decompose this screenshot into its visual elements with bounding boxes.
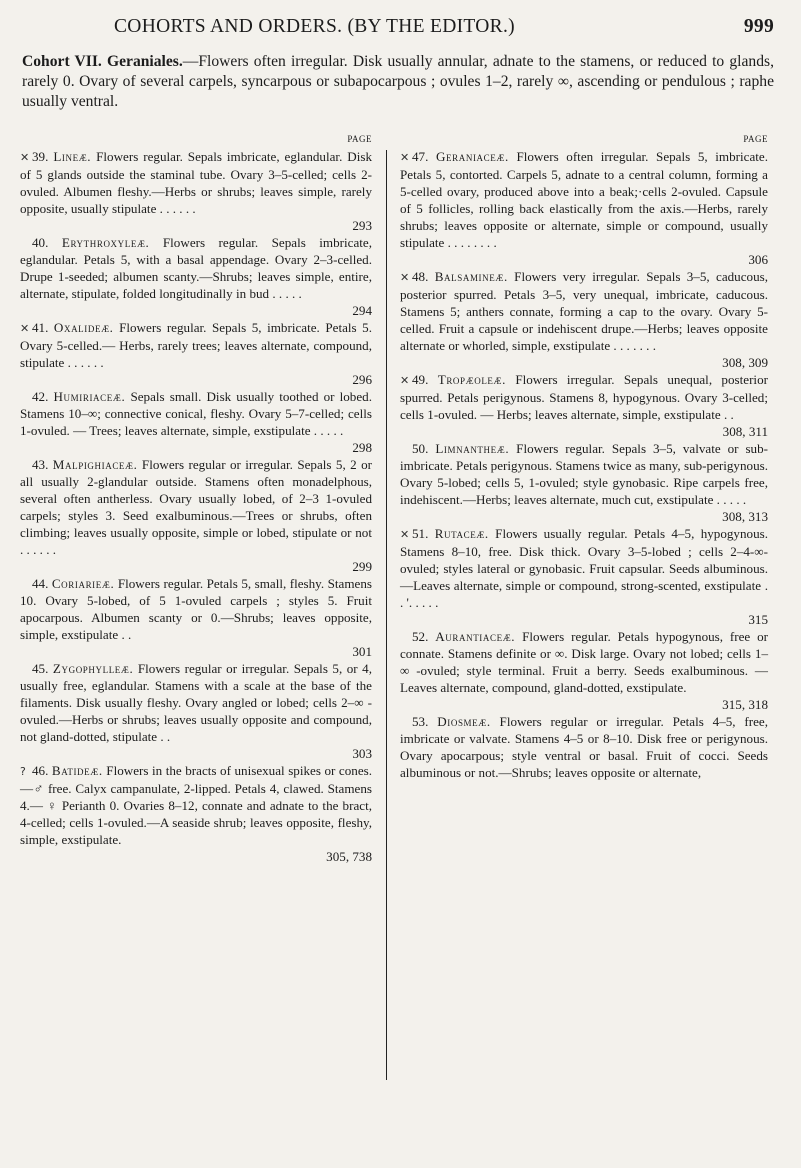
order-description: Flowers regular. Sepals imbricate, eglandular. Petals 5, with a basal appendage. Ovary 2–3-celled. Drupe 1-seeded; albumen scanty.—Shrubs; leaves simple, entire, alternate, stipulate, folded longitudinally in bud . . . . . (20, 235, 372, 301)
margin-mark: ? (20, 765, 26, 778)
page-reference: 308, 313 (722, 509, 768, 524)
order-description: Flowers regular. Sepals 3–5, valvate or sub-imbricate. Petals perigynous. Stamens twice as many, sub-perigynous. Ovary 5-lobed; cells 5, 1-ovuled; style gynobasic. Ripe carpels free, indehiscent.—Herbs; leaves alternate, much cut, exstipulate . . . . . (400, 441, 768, 507)
cohort-intro (22, 52, 774, 112)
right-column (400, 131, 768, 781)
running-head (34, 16, 774, 42)
order-number: 39. (32, 149, 49, 164)
order-entry (20, 660, 372, 762)
cohort-description: —Flowers often irregular. Disk usually annular, adnate to the stamens, or reduced to glands, rarely 0. Ovary of several carpels, syncarpous or subapocarpous ; ovules 1–2, rarely ∞, ascending or pendulous ; raphe usually ventral. (22, 53, 774, 110)
page-reference: 296 (352, 372, 372, 387)
order-number: 47. (412, 149, 429, 164)
order-number: 41. (32, 320, 49, 335)
order-name: Aurantiaceæ. (435, 629, 516, 644)
margin-mark: ✕ (400, 151, 410, 164)
order-name: Diosmeæ. (437, 714, 491, 729)
order-entry (400, 440, 768, 525)
page-reference: 315 (748, 612, 768, 627)
page-number: 999 (743, 16, 774, 37)
order-name: Humiriaceæ. (53, 389, 126, 404)
page-reference: 298 (352, 440, 372, 455)
cohort-heading: Cohort VII. Geraniales. (22, 53, 183, 70)
order-number: 44. (32, 576, 49, 591)
order-entry (20, 319, 372, 388)
order-name: Erythroxyleæ. (61, 235, 150, 250)
order-name: Zygophylleæ. (52, 661, 134, 676)
page-reference: 308, 309 (722, 355, 768, 370)
order-description: Flowers usually regular. Petals 4–5, hypogynous. Stamens 8–10, free. Disk thick. Ovary 3–5-lobed ; cells 2–4-∞-ovuled; styles lateral or gynobasic. Fruit capsular. Seeds albuminous.—Leaves alternate, simple or compound, strong-scented, exstipulate . . '. . . . . (400, 526, 768, 610)
page-reference: 294 (352, 303, 372, 318)
page-column-label: PAGE (347, 134, 372, 144)
order-number: 50. (412, 441, 429, 456)
order-name: Batideæ. (51, 763, 103, 778)
order-number: 43. (32, 457, 49, 472)
order-name: Oxalideæ. (53, 320, 114, 335)
column-divider (386, 150, 387, 1080)
order-entry (20, 148, 372, 234)
order-entry (20, 456, 372, 575)
margin-mark: ✕ (20, 151, 30, 164)
order-entry (20, 388, 372, 456)
order-name: Tropæoleæ. (437, 372, 506, 387)
margin-mark: ✕ (20, 322, 30, 335)
order-description: Flowers regular. Sepals imbricate, eglandular. Disk of 5 glands outside the staminal tube. Ovary 3–5-celled; cells 2-ovuled. Albumen fleshy.—Herbs or shrubs; leaves simple, rarely opposite, usually stipulate . . . . . . (20, 149, 373, 216)
order-number: 51. (412, 526, 429, 541)
order-entry (20, 234, 372, 319)
order-number: 52. (412, 629, 429, 644)
left-column (20, 131, 372, 865)
order-name: Lineæ. (53, 149, 92, 164)
order-entry (400, 148, 768, 268)
order-description: Flowers often irregular. Sepals 5, imbricate. Petals 5, contorted. Carpels 5, adnate to a central column, forming a 5-celled ovary, produced above into a beak;·cells 2-ovuled. Capsule of 5 follicles, rolling back elastically from the axis.—Herbs, rarely shrubs; leaves opposite or alternate, simple or compound, usually stipulate . . . . . . . . (400, 149, 768, 250)
order-number: 45. (32, 661, 49, 676)
order-entry (400, 525, 768, 628)
margin-mark: ✕ (400, 271, 410, 284)
order-number: 40. (32, 235, 49, 250)
order-entry (20, 575, 372, 660)
order-description: Flowers regular or irregular. Sepals 5, 2 or all usually 2-glandular outside. Stamens often monadelphous, several often antherless. Ovary usually lobed, of 2–3 1-ovuled carpels; styles 3. Seed exalbuminous.—Trees or shrubs, often climbing; leaves usually opposite, simple or lobed, stipulate or not . . . . . . (20, 457, 372, 557)
order-name: Rutaceæ. (434, 526, 489, 541)
page-reference: 315, 318 (722, 697, 768, 712)
order-number: 48. (412, 269, 429, 284)
page-reference: 308, 311 (722, 424, 768, 439)
order-name: Coriarieæ. (51, 576, 115, 591)
order-entry (400, 628, 768, 713)
order-entry (400, 268, 768, 371)
order-entry (400, 713, 768, 781)
order-number: 46. (32, 763, 49, 778)
order-description: Flowers regular. Petals hypogynous, free or connate. Stamens definite or ∞. Disk large. Ovary not lobed; cells 1–∞ -ovuled; style terminal. Fruit a berry. Seeds exalbuminous. — Leaves alternate, compound, gland-dotted, exstipulate. (400, 629, 769, 695)
order-description: Flowers regular or irregular. Sepals 5, or 4, usually free, eglandular. Stamens with a scale at the base of the filaments. Disk usually fleshy. Ovary angled or lobed; cells 2–∞ -ovuled.—Herbs or shrubs; leaves usually opposite and compound, not gland-dotted, stipulate . . (20, 661, 372, 744)
order-description: Flowers regular. Petals 5, small, fleshy. Stamens 10. Ovary 5-lobed, of 5 1-ovuled carpels ; styles 5. Fruit apocarpous. Albumen scanty or 0.—Shrubs; leaves opposite, simple, exstipulate . . (20, 576, 372, 642)
page-reference: 305, 738 (326, 849, 372, 864)
order-number: 49. (412, 372, 429, 387)
page-column-label: PAGE (743, 134, 768, 144)
order-name: Geraniaceæ. (436, 149, 509, 164)
page-reference: 299 (352, 559, 372, 574)
running-head-title: COHORTS AND ORDERS. (BY THE EDITOR.) (114, 16, 515, 37)
margin-mark: ✕ (400, 374, 410, 387)
order-description: Flowers very irregular. Sepals 3–5, caducous, posterior spurred. Petals 3–5, very unequal, imbricate, caducous. Stamens 5; anthers connate, forming a cap to the ovary. Ovary 5-celled. Fruit a capsule or indehiscent drupe.—Herbs; leaves opposite alternate or whorled, simple, exstipulate . . . . . . . (400, 269, 769, 353)
order-number: 53. (412, 714, 429, 729)
order-entry (20, 762, 372, 865)
order-description: Sepals small. Disk usually toothed or lobed. Stamens 10–∞; connective conical, fleshy. Ovary 5–7-celled; cells 1-ovuled. — Trees; leaves alternate, simple, exstipulate . . . . . (20, 389, 372, 438)
page-reference: 306 (748, 252, 768, 267)
order-description: Flowers regular or irregular. Petals 4–5, free, imbricate or valvate. Stamens 4–5 or 8–10. Disk free or perigynous. Ovary apocarpous; style ventral or basal. Fruit of cocci. Seeds albuminous or not.—Shrubs; leaves opposite or alternate, (400, 714, 768, 780)
order-name: Limnantheæ. (435, 441, 510, 456)
margin-mark: ✕ (400, 528, 410, 541)
page-reference: 293 (352, 218, 372, 233)
order-description: Flowers in the bracts of unisexual spikes or cones.—♂ free. Calyx campanulate, 2-lipped. Petals 4, clawed. Stamens 4.— ♀ Perianth 0. Ovaries 8–12, connate and adnate to the bract, 4-celled; cells 1-ovuled.—A seaside shrub; leaves opposite, fleshy, simple, exstipulate. (20, 763, 373, 847)
page-reference: 303 (352, 746, 372, 761)
order-number: 42. (32, 389, 49, 404)
order-name: Balsamineæ. (434, 269, 508, 284)
order-description: Flowers irregular. Sepals unequal, posterior spurred. Petals perigynous. Stamens 8, hypogynous. Ovary 3-celled; cells 1-ovuled. — Herbs; leaves alternate, simple, exstipulate . . (400, 372, 768, 422)
order-name: Malpighiaceæ. (52, 457, 138, 472)
order-description: Flowers regular. Sepals 5, imbricate. Petals 5. Ovary 5-celled.— Herbs, rarely trees; leaves alternate, compound, stipulate . . . . . . (20, 320, 372, 370)
page-reference: 301 (352, 644, 372, 659)
order-entry (400, 371, 768, 440)
